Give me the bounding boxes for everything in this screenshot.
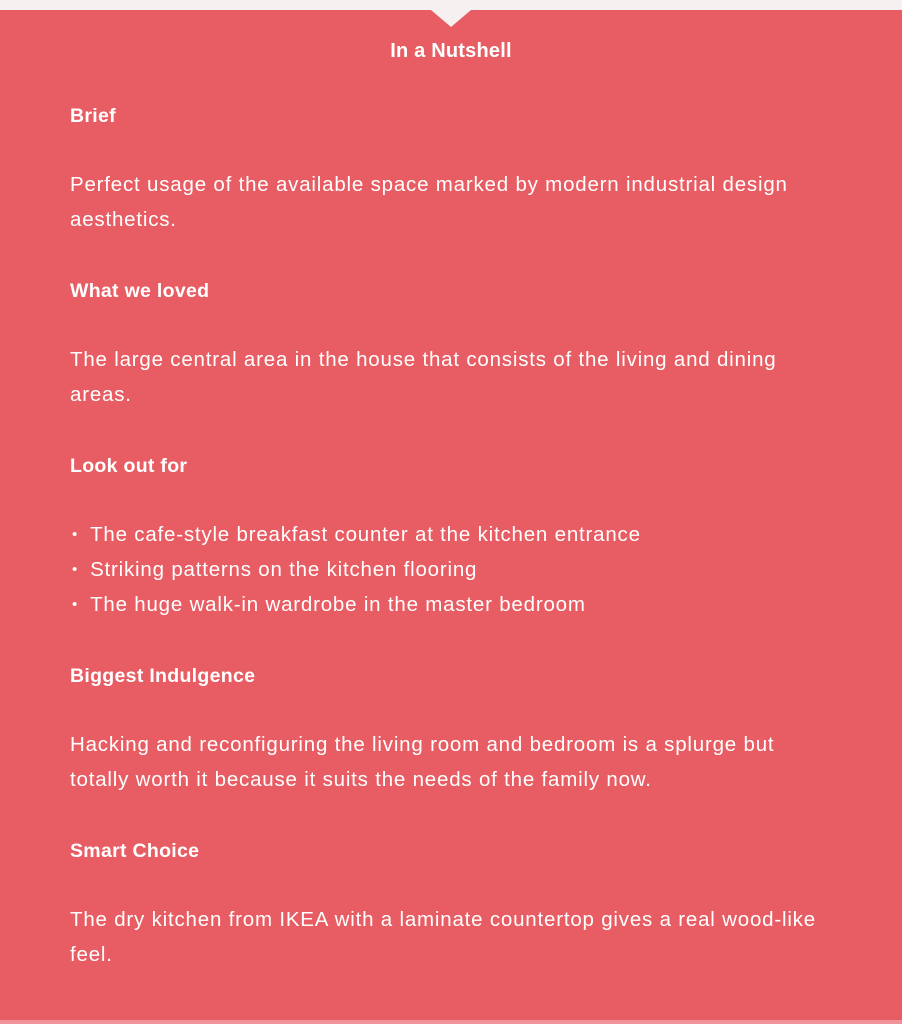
section-body: The large central area in the house that consists of the living and dining areas. [70,348,777,406]
section-heading: Smart Choice [70,840,200,862]
section-body: The dry kitchen from IKEA with a laminate countertop gives a real wood-like feel. [70,908,816,966]
callout-section [70,454,832,622]
top-strip [0,0,902,10]
bullet-text: Striking patterns on the kitchen flooring [90,558,478,581]
callout-title: In a Nutshell [390,40,512,62]
section-bullets [70,517,832,622]
bullet-dot-icon: • [72,596,79,613]
callout-section [70,664,832,797]
callout-section [70,839,832,972]
section-heading: Brief [70,105,116,127]
bullet-dot-icon: • [72,526,79,543]
bullet-dot-icon: • [72,561,79,578]
bullet-item [70,552,832,587]
bullet-item [70,587,832,622]
bullet-text: The huge walk-in wardrobe in the master bedroom [90,593,586,616]
section-heading: Biggest Indulgence [70,665,256,687]
bullet-item [70,517,832,552]
callout-section [70,279,832,412]
section-body: Hacking and reconfiguring the living room and bedroom is a splurge but totally worth it because it suits the needs of the family now. [70,733,775,791]
section-heading: Look out for [70,455,188,477]
sections [70,104,832,972]
section-body: Perfect usage of the available space marked by modern industrial design aesthetics. [70,173,788,231]
callout-panel [0,10,902,1020]
callout-notch-arrow-icon [431,10,471,27]
bottom-strip [0,1020,902,1024]
callout-section [70,104,832,237]
section-heading: What we loved [70,280,210,302]
bullet-text: The cafe-style breakfast counter at the kitchen entrance [90,523,641,546]
